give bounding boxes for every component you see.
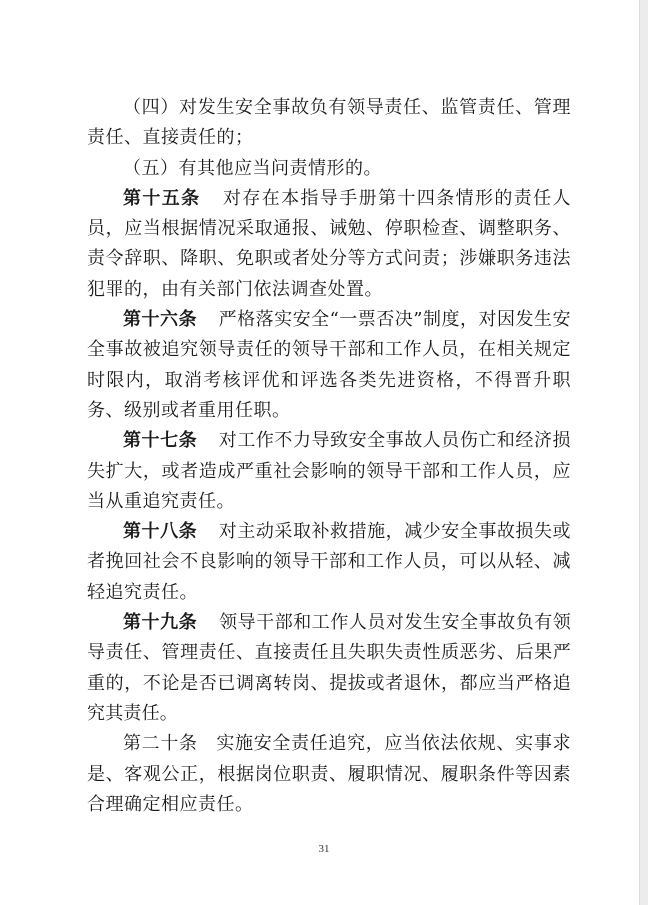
document-body (87, 93, 571, 820)
article-text: 对存在本指导手册第十四条情形的责任人员，应当根据情况采取通报、诫勉、停职检查、调整职务、责令辞职、降职、免职或者处分等方式问责；涉嫌职务违法犯罪的，由有关部门依法调查处置。 (87, 187, 572, 300)
article-text: 第二十条 实施安全责任追究，应当依法依规、实事求是、客观公正，根据岗位职责、履职情况、履职条件等因素合理确定相应责任。 (87, 733, 571, 815)
article-title: 第十五条 (123, 187, 201, 209)
article-text: 对主动采取补救措施，减少安全事故损失或者挽回社会不良影响的领导干部和工作人员，可以从轻、减轻追究责任。 (87, 521, 572, 603)
page-number: 31 (318, 843, 330, 855)
article-18 (87, 517, 571, 608)
article-text: 严格落实安全“一票否决”制度，对因发生安全事故被追究领导责任的领导干部和工作人员，在相关规定时限内，取消考核评优和评选各类先进资格，不得晋升职务、级别或者重用任职。 (87, 309, 571, 421)
article-17 (87, 426, 571, 517)
article-20 (87, 729, 571, 820)
article-text: 领导干部和工作人员对发生安全事故负有领导责任、管理责任、直接责任且失职失责性质恶劣、后果严重的，不论是否已调离转岗、提拔或者退休，都应当严格追究其责任。 (87, 612, 571, 724)
article-text: 对工作不力导致安全事故人员伤亡和经济损失扩大，或者造成严重社会影响的领导干部和工作人员，应当从重追究责任。 (87, 430, 572, 512)
clause-item-4 (87, 93, 571, 154)
article-16 (87, 305, 571, 426)
page-edge-shadow (639, 0, 648, 905)
article-title: 第十六条 (123, 309, 197, 331)
article-title: 第十九条 (123, 612, 198, 634)
article-15 (87, 184, 571, 305)
article-title: 第十七条 (123, 430, 198, 452)
article-title: 第十八条 (123, 521, 198, 543)
paragraph-text: （四）对发生安全事故负有领导责任、监管责任、管理责任、直接责任的； (87, 97, 571, 149)
paragraph-text: （五）有其他应当问责情形的。 (123, 157, 382, 179)
clause-item-5 (87, 154, 571, 184)
article-19 (87, 608, 571, 729)
